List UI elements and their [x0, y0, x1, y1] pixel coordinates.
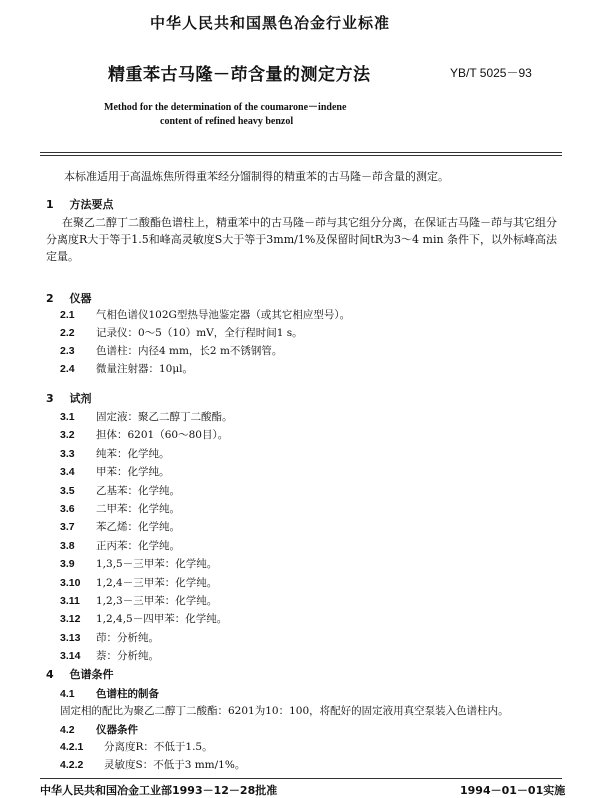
section-1-text: 在聚乙二醇丁二酸酯色谱柱上，精重苯中的古马隆－茚与其它组分分离，在保证古马隆－茚与其它组分分离度R大于等于1.5和峰高灵敏度S大于等于3mm/1%及保留时间tR为3～4 min 条件下，以外标峰高法定量。 [46, 216, 558, 263]
list-item: 4.2.2 灵敏度S：不低于3 mm/1%。 [60, 759, 246, 771]
section-2-list [60, 308, 350, 380]
standard-number: YB/T 5025－93 [450, 66, 532, 80]
section-3-list [60, 410, 233, 667]
list-item: 3.10 1,2,4－三甲苯：化学纯。 [60, 576, 218, 589]
section-4-number: 4 [46, 668, 54, 681]
header-divider-second [40, 155, 562, 156]
subsection-4-2-list [60, 740, 245, 776]
list-item: 3.3 纯苯：化学纯。 [60, 447, 170, 460]
header-divider [40, 152, 562, 153]
list-item: 2.2 记录仪：0～5（10）mV，全行程时间1 s。 [60, 327, 303, 339]
list-item: 3.2 担体：6201（60～80目）。 [60, 429, 229, 442]
list-item: 3.13 茚：分析纯。 [60, 631, 159, 644]
subsection-4-1-heading: 4.1 色谱柱的制备 [60, 688, 159, 700]
subsection-4-1-text: 固定相的配比为聚乙二醇丁二酸酯：6201为10：100，将配好的固定液用真空泵装入色谱柱内。 [60, 705, 509, 717]
list-item: 3.5 乙基苯：化学纯。 [60, 484, 180, 497]
list-item: 3.7 苯乙烯：化学纯。 [60, 521, 180, 534]
list-item: 2.3 色谱柱：内径4 mm，长2 m不锈钢管。 [60, 345, 283, 357]
list-item: 3.12 1,2,4,5－四甲苯：化学纯。 [60, 613, 228, 626]
document-title: 精重苯古马隆－茚含量的测定方法 [108, 65, 371, 85]
section-1-number: 1 [46, 198, 54, 211]
approval-date: 中华人民共和国冶金工业部1993－12－28批准 [40, 784, 278, 797]
section-3-number: 3 [46, 392, 54, 405]
section-1-title: 方法要点 [69, 198, 114, 211]
list-item: 3.6 二甲苯：化学纯。 [60, 502, 180, 515]
list-item: 3.8 正丙苯：化学纯。 [60, 539, 180, 552]
list-item: 3.9 1,3,5－三甲苯：化学纯。 [60, 558, 218, 571]
list-item: 3.4 甲苯：化学纯。 [60, 466, 170, 479]
section-2-title: 仪器 [69, 292, 92, 305]
standard-header: 中华人民共和国黑色冶金行业标准 [150, 14, 391, 32]
section-3-heading [46, 390, 92, 406]
section-4-heading [46, 666, 114, 682]
list-item: 3.14 萘：分析纯。 [60, 650, 159, 663]
english-title-line2: content of refined heavy benzol [160, 116, 294, 127]
intro-paragraph: 本标准适用于高温炼焦所得重苯经分馏制得的精重苯的古马隆－茚含量的测定。 [64, 170, 449, 183]
list-item: 2.4 微量注射器：10μl。 [60, 363, 194, 375]
footer-divider [40, 778, 562, 779]
list-item: 3.1 固定液：聚乙二醇丁二酸酯。 [60, 411, 233, 423]
list-item: 4.2.1 分离度R：不低于1.5。 [60, 741, 213, 753]
section-3-title: 试剂 [69, 392, 92, 405]
effective-date: 1994－01－01实施 [460, 784, 566, 797]
section-4-title: 色谱条件 [69, 668, 114, 681]
list-item: 3.11 1,2,3－三甲苯：化学纯。 [60, 594, 218, 607]
subsection-4-2-heading: 4.2 仪器条件 [60, 724, 138, 736]
section-2-heading [46, 290, 92, 306]
list-item: 2.1 气相色谱仪102G型热导池鉴定器（或其它相应型号）。 [60, 309, 351, 321]
section-2-number: 2 [46, 292, 54, 305]
english-title-line1: Method for the determination of the coumarone－indene [104, 102, 347, 113]
section-1-heading [46, 196, 114, 212]
